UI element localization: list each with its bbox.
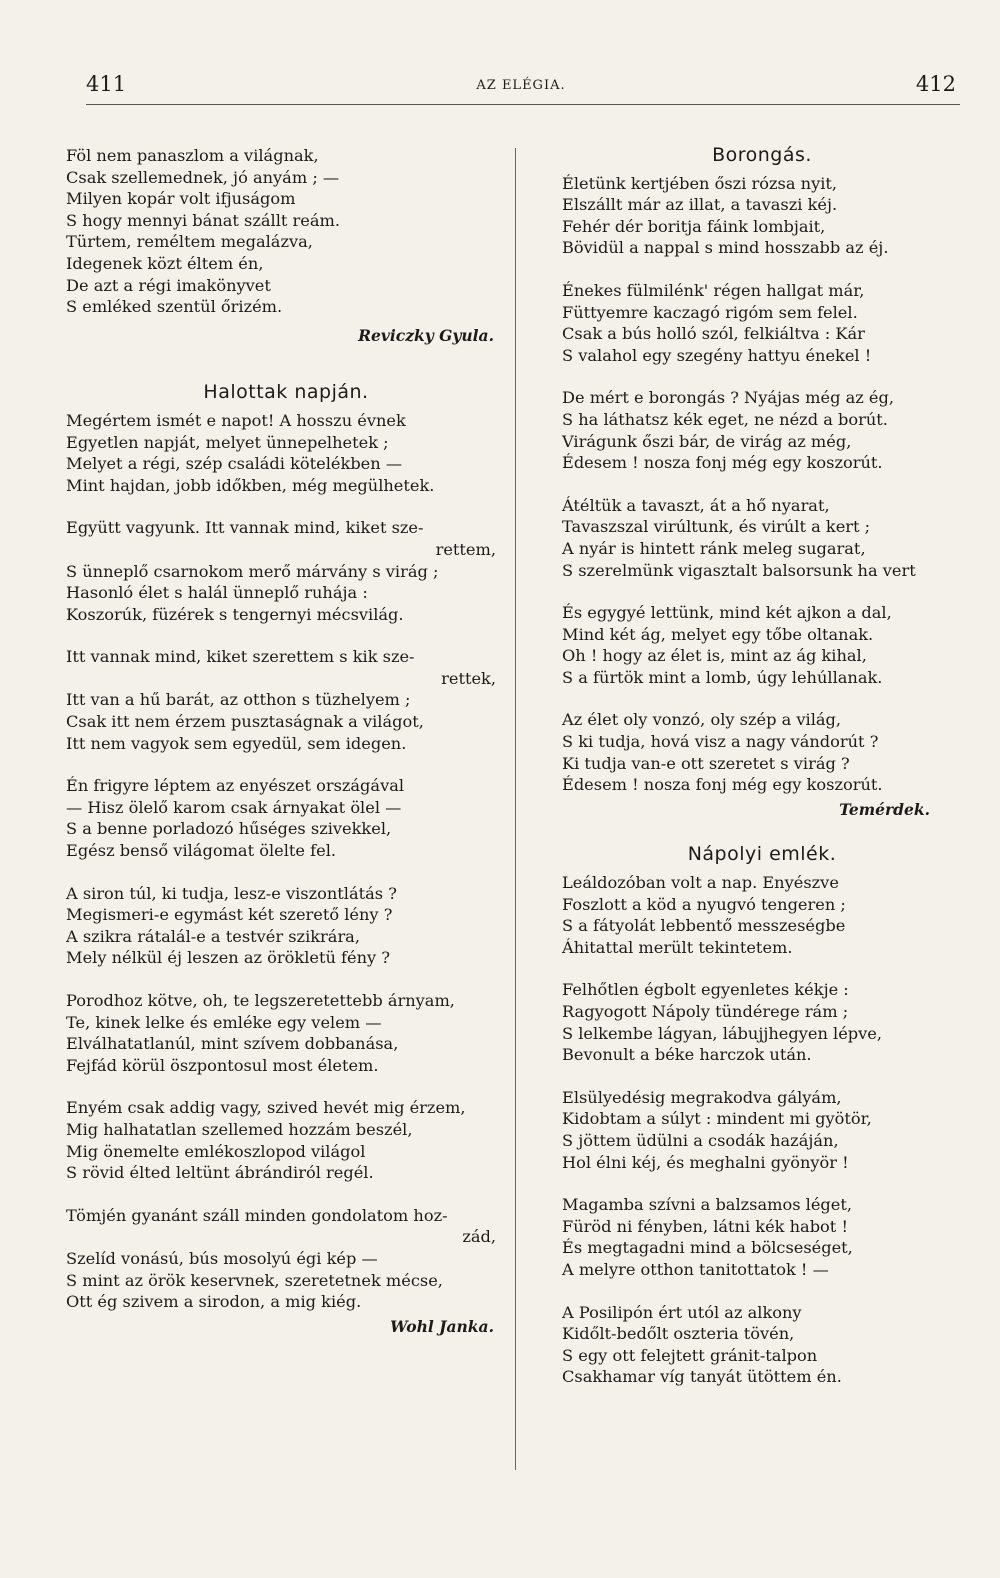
stanza — [562, 387, 962, 473]
poem-line: Elszállt már az illat, a tavaszi kéj. — [562, 195, 838, 215]
poem-line: Leáldozóban volt a nap. Enyészve — [562, 873, 839, 893]
poem-line: S a fürtök mint a lomb, úgy lehúllanak. — [562, 667, 883, 687]
poem-line: De mért e borongás ? Nyájas még az ég, — [562, 388, 894, 408]
stanza — [562, 495, 962, 581]
stanza — [66, 990, 506, 1076]
intro-poem — [66, 145, 506, 318]
poem-line: S lelkembe lágyan, lábujjhegyen lépve, — [562, 1023, 883, 1043]
poem-line: Csakhamar víg tanyát ütöttem én. — [562, 1367, 842, 1387]
poem-line: Csak a bús holló szól, felkiáltva : Kár — [562, 324, 865, 344]
stanza — [562, 173, 962, 259]
poem-line: És megtagadni mind a bölcseséget, — [562, 1238, 853, 1258]
poem-line: A Posilipón ért utól az alkony — [562, 1302, 802, 1322]
poem-line: Mint hajdan, jobb időkben, még megülhetek. — [66, 475, 435, 495]
poem-line: Csak szellemednek, jó anyám ; — — [66, 167, 340, 187]
poem-body-borongas — [562, 173, 962, 796]
right-column — [562, 145, 962, 1409]
stanza — [66, 775, 506, 861]
poem-author-temerdek: Temérdek. — [839, 799, 930, 819]
poem-line: A szikra rátalál-e a testvér szikrára, — [66, 926, 360, 946]
poem-line: Kidőlt-bedőlt oszteria tövén, — [562, 1324, 795, 1344]
poem-line: Tavaszszal virúltunk, és virúlt a kert ; — [562, 517, 871, 537]
poem-line: Hasonló élet s halál ünneplő ruhája : — [66, 583, 368, 603]
poem-line: Szelíd vonású, bús mosolyú égi kép — — [66, 1248, 378, 1268]
poem-line: Felhőtlen égbolt egyenletes kékje : — [562, 980, 849, 1000]
poem-line: Virágunk őszi bár, de virág az még, — [562, 431, 852, 451]
poem-line: Hol élni kéj, és meghalni gyönyör ! — [562, 1152, 849, 1172]
stanza — [66, 1097, 506, 1183]
poem-line: Fejfád körül öszpontosul most életem. — [66, 1055, 379, 1075]
poem-line: Áhitattal merült tekintetem. — [562, 937, 793, 957]
header-rule — [86, 104, 960, 105]
poem-line: Milyen kopár volt ifjuságom — [66, 189, 296, 209]
poem-line: Tömjén gyanánt száll minden gondolatom hoz- — [66, 1205, 448, 1225]
poem-line: Bevonult a béke harczok után. — [562, 1045, 812, 1065]
poem-line: De azt a régi imakönyvet — [66, 275, 271, 295]
poem-line: Életünk kertjében őszi rózsa nyit, — [562, 173, 838, 193]
page-number-right: 412 — [915, 72, 956, 96]
stanza — [562, 602, 962, 688]
stanza — [66, 410, 506, 496]
poem-line: Koszorúk, füzérek s tengernyi mécsvilág. — [66, 604, 404, 624]
poem-body-napolyi — [562, 872, 962, 1388]
stanza — [562, 709, 962, 795]
poem-line: Melyet a régi, szép családi kötelékben — — [66, 454, 403, 474]
poem-line: Egész benső világomat ölelte fel. — [66, 841, 337, 861]
stanza — [562, 1087, 962, 1173]
poem-line: Elsülyedésig megrakodva gályám, — [562, 1087, 842, 1107]
poem-line: S mint az örök keservnek, szeretetnek mécse, — [66, 1270, 443, 1290]
poem-line: — Hisz ölelő karom csak árnyakat ölel — — [66, 797, 402, 817]
poem-line: zád, — [462, 1227, 496, 1247]
poem-line: Mig halhatatlan szellemed hozzám beszél, — [66, 1119, 413, 1139]
poem-line: Bövidül a nappal s mind hosszabb az éj. — [562, 238, 889, 258]
poem-line: rettek, — [441, 668, 496, 688]
poem-line: A melyre otthon tanitottatok ! — — [562, 1259, 829, 1279]
poem-line: Csak itt nem érzem pusztaságnak a világot, — [66, 712, 424, 732]
poem-title-borongas: Borongás. — [712, 144, 812, 166]
poem-line: S rövid élted leltünt ábrándiról regél. — [66, 1163, 374, 1183]
poem-line: Te, kinek lelke és emléke egy velem — — [66, 1012, 382, 1032]
intro-author: Reviczky Gyula. — [358, 325, 494, 345]
poem-line: S a benne porladozó hűséges szivekkel, — [66, 819, 392, 839]
poem-title-napolyi: Nápolyi emlék. — [687, 843, 837, 866]
poem-line: Fehér dér boritja fáink lombjait, — [562, 216, 826, 236]
stanza — [66, 1205, 506, 1313]
poem-line: Mind két ág, melyet egy tőbe oltanak. — [562, 624, 874, 644]
poem-line: S a fátyolát lebbentő messzeségbe — [562, 916, 846, 936]
poem-line: Ott ég szivem a sirodon, a mig kiég. — [66, 1292, 362, 1312]
stanza — [66, 883, 506, 969]
poem-line: S emléked szentül őrizém. — [66, 297, 283, 317]
poem-line: Mely nélkül éj leszen az örökletü fény ? — [66, 948, 391, 968]
poem-line: rettem, — [435, 539, 496, 559]
poem-line: Ragyogott Nápoly tündérege rám ; — [562, 1002, 849, 1021]
poem-title-halottak: Halottak napján. — [203, 381, 369, 404]
poem-line: Megismeri-e egymást két szerető lény ? — [66, 905, 393, 925]
poem-line: Ki tudja van-e ott szeretet s virág ? — [562, 753, 850, 773]
stanza — [562, 872, 962, 958]
running-head: AZ ELÉGIA. — [476, 78, 566, 93]
poem-line: Enyém csak addig vagy, szived hevét mig érzem, — [66, 1098, 466, 1118]
poem-line: Énekes fülmilénk' régen hallgat már, — [562, 280, 865, 300]
poem-line: S valahol egy szegény hattyu énekel ! — [562, 345, 872, 365]
poem-line: Föl nem panaszlom a világnak, — [66, 146, 319, 165]
poem-line: A nyár is hintett ránk meleg sugarat, — [562, 538, 866, 558]
stanza — [562, 1194, 962, 1280]
stanza — [66, 646, 506, 754]
poem-line: Édesem ! nosza fonj még egy koszorút. — [562, 775, 883, 795]
poem-line: Megértem ismét e napot! A hosszu évnek — [66, 410, 406, 430]
left-column — [66, 145, 506, 1337]
poem-line: S szerelmünk vigasztalt balsorsunk ha vert — [562, 560, 916, 580]
poem-line: A siron túl, ki tudja, lesz-e viszontlátás ? — [66, 883, 397, 903]
poem-line: Én frigyre léptem az enyészet országával — [66, 776, 405, 796]
column-divider — [515, 148, 516, 1470]
poem-line: Itt van a hű barát, az otthon s tüzhelyem ; — [66, 690, 411, 710]
stanza — [66, 517, 506, 625]
poem-line: Édesem ! nosza fonj még egy koszorút. — [562, 453, 883, 473]
poem-line: Itt vannak mind, kiket szerettem s kik sze- — [66, 647, 415, 667]
poem-line: S jöttem üdülni a csodák hazáján, — [562, 1130, 839, 1150]
poem-line: Idegenek közt éltem én, — [66, 253, 264, 273]
poem-line: Átéltük a tavaszt, át a hő nyarat, — [562, 495, 830, 515]
page-number-left: 411 — [86, 72, 127, 96]
poem-line: S ha láthatsz kék eget, ne nézd a borút. — [562, 409, 888, 429]
page-header — [86, 72, 956, 102]
poem-line: Az élet oly vonzó, oly szép a világ, — [562, 710, 842, 730]
poem-line: Oh ! hogy az élet is, mint az ág kihal, — [562, 646, 867, 666]
poem-line: S ünneplő csarnokom merő márvány s virág ; — [66, 561, 439, 581]
poem-line: Együtt vagyunk. Itt vannak mind, kiket sze- — [66, 518, 424, 538]
poem-author-wohl: Wohl Janka. — [390, 1316, 494, 1336]
stanza — [562, 280, 962, 366]
poem-body-halottak — [66, 410, 506, 1313]
poem-line: Elválhatatlanúl, mint szívem dobbanása, — [66, 1034, 399, 1054]
poem-line: Foszlott a köd a nyugvó tengeren ; — [562, 894, 846, 914]
poem-line: Egyetlen napját, melyet ünnepelhetek ; — [66, 432, 389, 452]
poem-line: Füttyemre kaczagó rigóm sem felel. — [562, 302, 858, 322]
poem-line: Türtem, reméltem megalázva, — [66, 232, 313, 252]
stanza — [562, 979, 962, 1065]
poem-line: Porodhoz kötve, oh, te legszeretettebb árnyam, — [66, 991, 455, 1010]
poem-line: Magamba szívni a balzsamos léget, — [562, 1195, 853, 1215]
poem-line: S hogy mennyi bánat szállt reám. — [66, 210, 341, 230]
poem-line: S ki tudja, hová visz a nagy vándorút ? — [562, 732, 879, 752]
stanza — [562, 1302, 962, 1388]
poem-line: Itt nem vagyok sem egyedül, sem idegen. — [66, 733, 407, 753]
poem-line: És egygyé lettünk, mind két ajkon a dal, — [562, 603, 892, 623]
poem-line: Mig önemelte emlékoszlopod világol — [66, 1141, 366, 1161]
poem-line: Kidobtam a súlyt : mindent mi gyötör, — [562, 1109, 872, 1129]
poem-line: Füröd ni fényben, látni kék habot ! — [562, 1216, 848, 1236]
poem-line: S egy ott felejtett gránit-talpon — [562, 1345, 818, 1365]
